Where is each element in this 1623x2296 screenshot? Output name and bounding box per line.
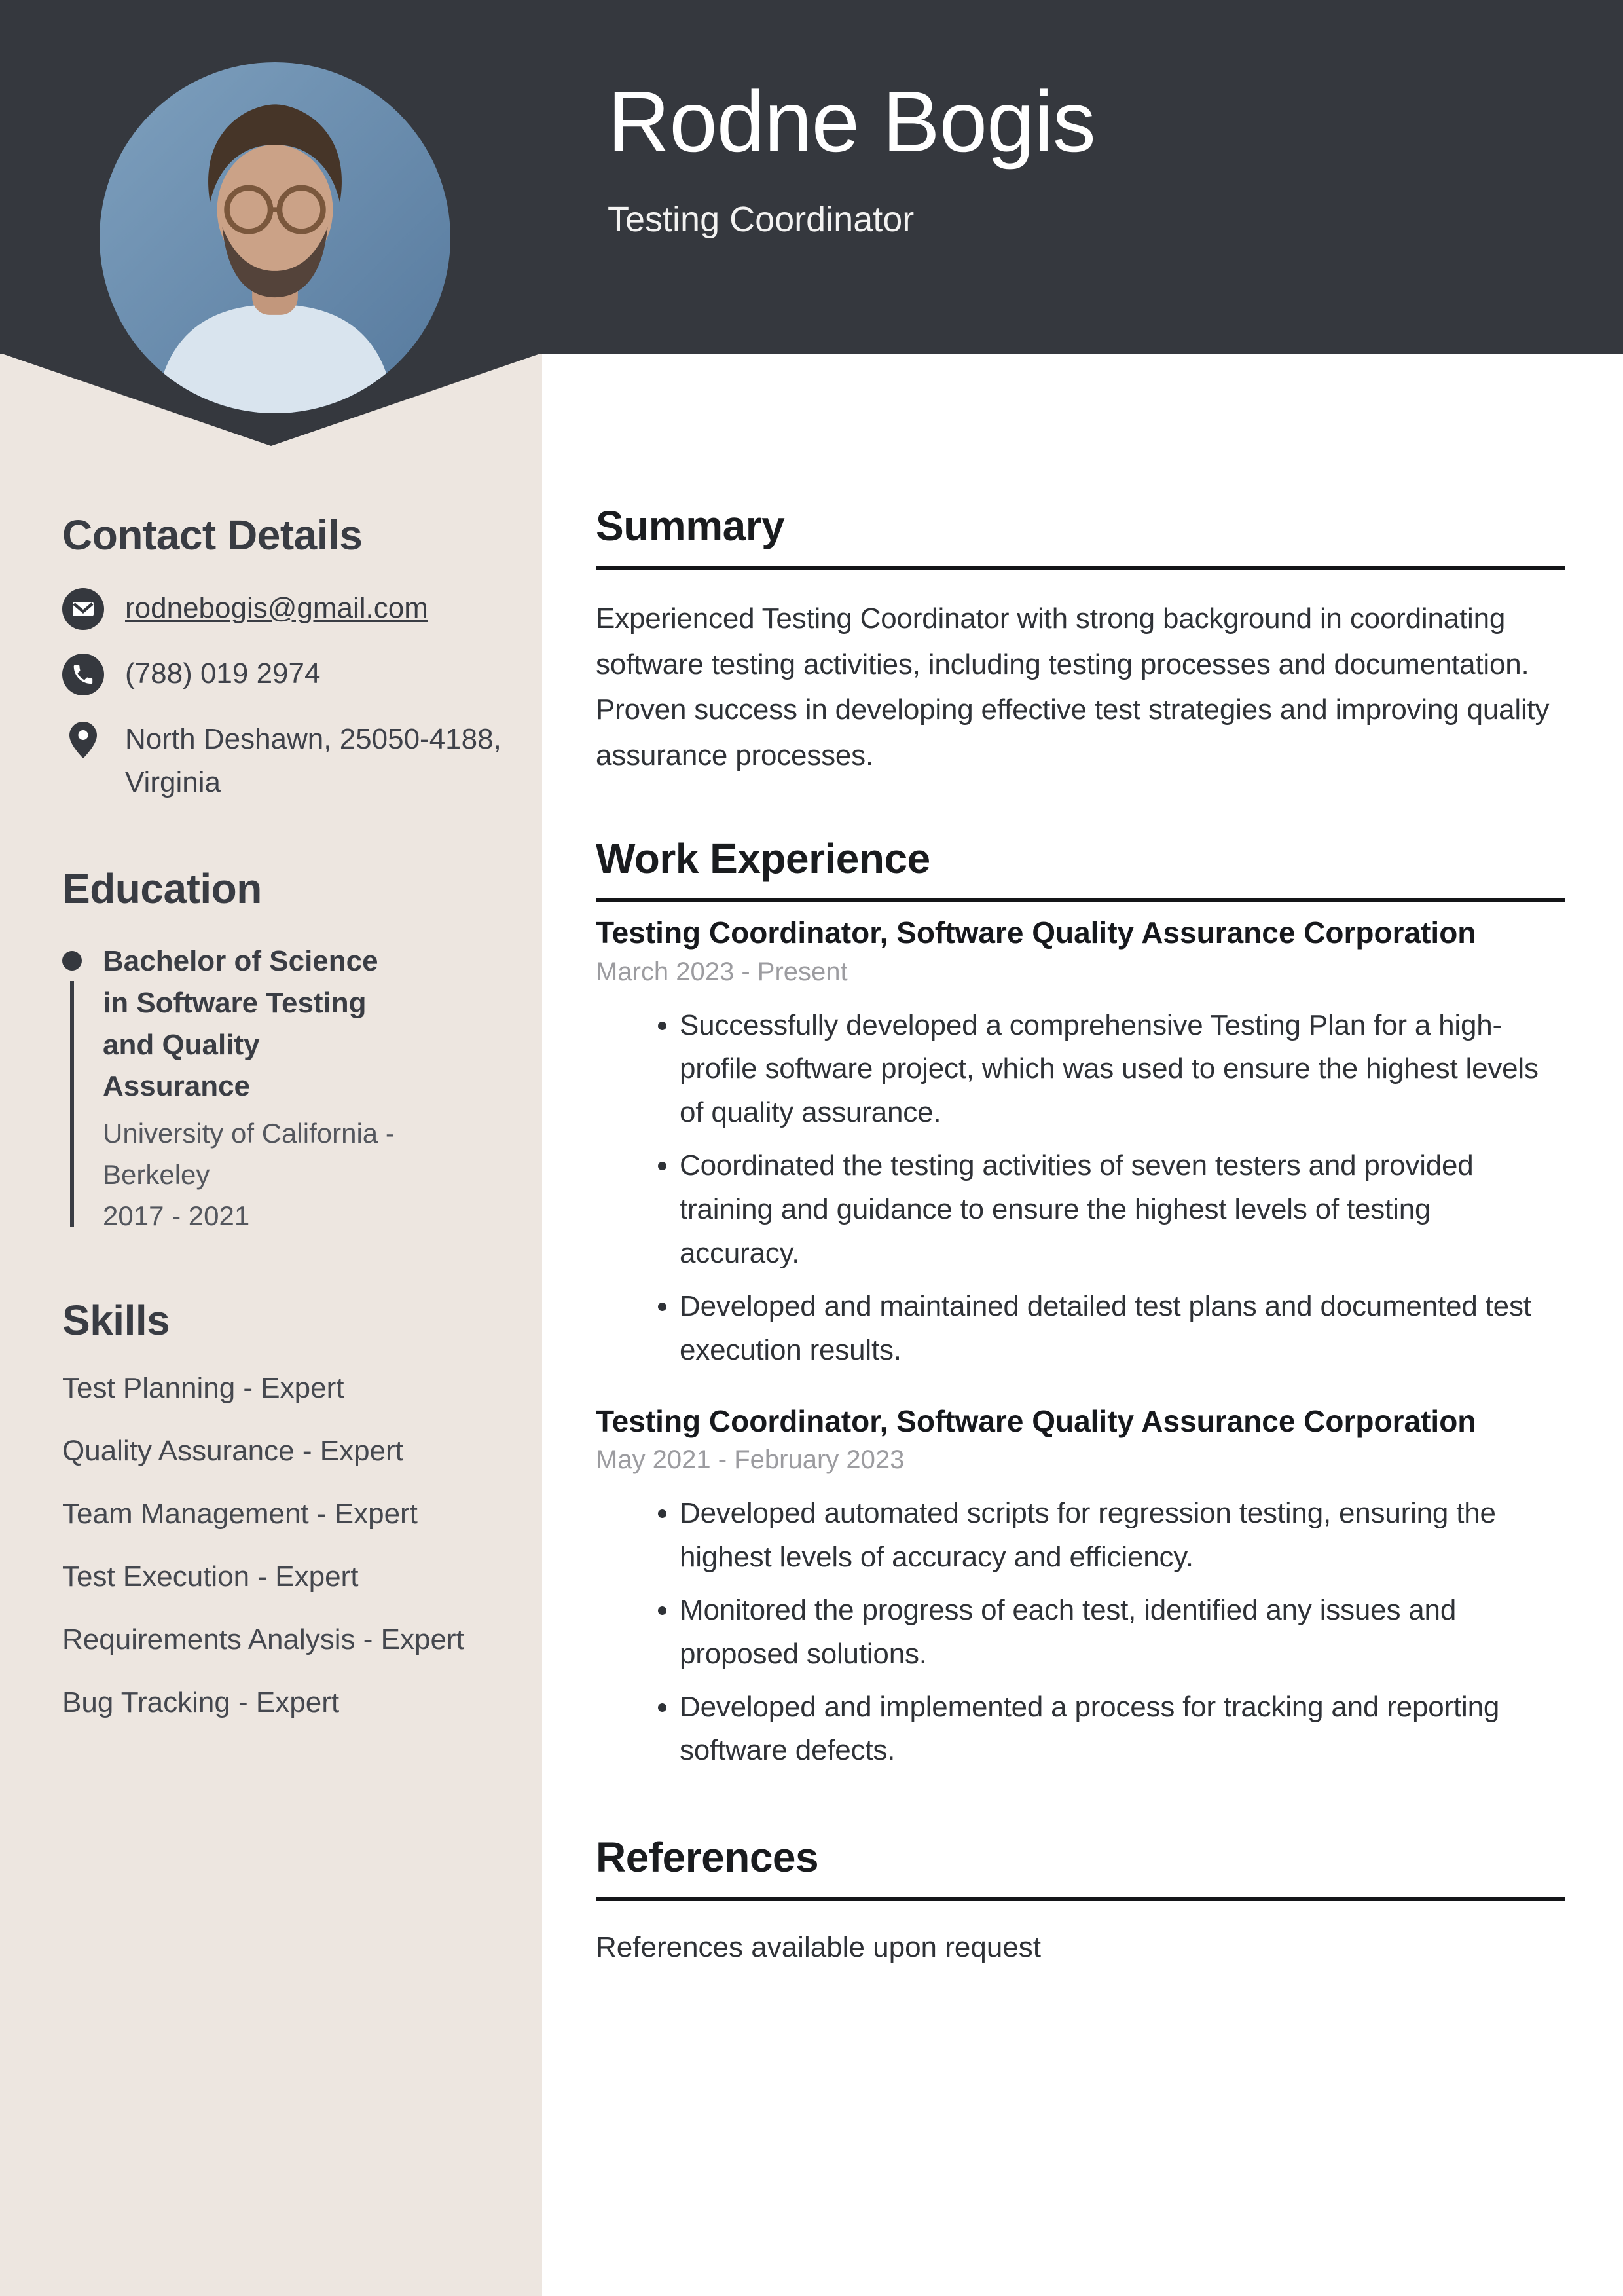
education-school: University of California - Berkeley — [103, 1118, 395, 1191]
email-icon — [62, 588, 104, 630]
header-text-block — [608, 73, 1095, 240]
person-job-title: Testing Coordinator — [608, 199, 915, 239]
email-link[interactable]: rodnebogis@gmail.com — [125, 592, 428, 624]
skill-item: Test Planning - Expert — [62, 1372, 344, 1405]
education-heading: Education — [62, 865, 262, 912]
skill-item: Bug Tracking - Expert — [62, 1686, 340, 1719]
address-text — [125, 718, 501, 804]
contact-details-heading: Contact Details — [62, 511, 363, 559]
references-section — [596, 1833, 1565, 1964]
job-title: Testing Coordinator, Software Quality Assurance Corporation — [596, 1403, 1476, 1438]
skill-item: Requirements Analysis - Expert — [62, 1623, 464, 1656]
job-bullet: • Successfully developed a comprehensive Testing Plan for a high-profile software project, which was used to ensure the highest levels of quality assurance. — [680, 1004, 1565, 1136]
job-bullet-list — [596, 1492, 1565, 1773]
education-bullet-dot — [62, 951, 82, 971]
main-column — [596, 0, 1565, 1993]
education-years: 2017 - 2021 — [103, 1200, 250, 1232]
phone-number: (788) 019 2974 — [125, 657, 321, 690]
education-item — [62, 940, 503, 1232]
sidebar — [0, 445, 542, 1749]
phone-icon — [62, 654, 104, 695]
skills-heading: Skills — [62, 1297, 170, 1344]
address-line-1: North Deshawn, 25050-4188, — [125, 723, 501, 755]
summary-heading: Summary — [596, 502, 1565, 570]
skills-section — [62, 1296, 503, 1719]
job-bullet: • Developed and implemented a process for tracking and reporting software defects. — [680, 1686, 1565, 1773]
work-experience-section — [596, 834, 1565, 1773]
education-timeline-line — [70, 981, 74, 1227]
contact-row-email — [62, 587, 503, 630]
references-heading: References — [596, 1833, 1565, 1901]
skill-item: Team Management - Expert — [62, 1498, 418, 1530]
job-bullet: • Developed automated scripts for regression testing, ensuring the highest levels of accuracy and efficiency. — [680, 1492, 1565, 1580]
job-bullet: • Monitored the progress of each test, identified any issues and proposed solutions. — [680, 1589, 1565, 1676]
person-name: Rodne Bogis — [608, 73, 1095, 170]
profile-photo — [100, 62, 450, 413]
job-dates: March 2023 - Present — [596, 957, 848, 986]
skill-item: Test Execution - Expert — [62, 1561, 359, 1593]
references-text: References available upon request — [596, 1931, 1042, 1964]
job-title: Testing Coordinator, Software Quality Assurance Corporation — [596, 916, 1476, 950]
contact-row-address — [62, 718, 503, 804]
education-degree: Bachelor of Science in Software Testing and Quality Assurance — [103, 945, 378, 1103]
summary-section — [596, 502, 1565, 778]
education-section — [62, 864, 503, 1232]
address-line-2: Virginia — [125, 766, 221, 798]
job-entry — [596, 914, 1565, 1373]
profile-photo-placeholder — [100, 62, 450, 413]
skill-item: Quality Assurance - Expert — [62, 1435, 403, 1468]
job-bullet: • Coordinated the testing activities of seven testers and provided training and guidance to ensure the highest levels of testing accuracy. — [680, 1144, 1565, 1276]
job-dates: May 2021 - February 2023 — [596, 1445, 905, 1475]
job-bullet: • Developed and maintained detailed test plans and documented test execution results. — [680, 1285, 1565, 1373]
summary-text: Experienced Testing Coordinator with strong background in coordinating software testing activities, including testing processes and documentation. Proven success in developing effective test strategies and improving quality assurance processes. — [596, 602, 1550, 771]
job-bullet-list — [596, 1004, 1565, 1373]
contact-row-phone — [62, 652, 503, 695]
job-entry — [596, 1403, 1565, 1773]
location-pin-icon — [62, 719, 104, 761]
work-experience-heading: Work Experience — [596, 834, 1565, 902]
